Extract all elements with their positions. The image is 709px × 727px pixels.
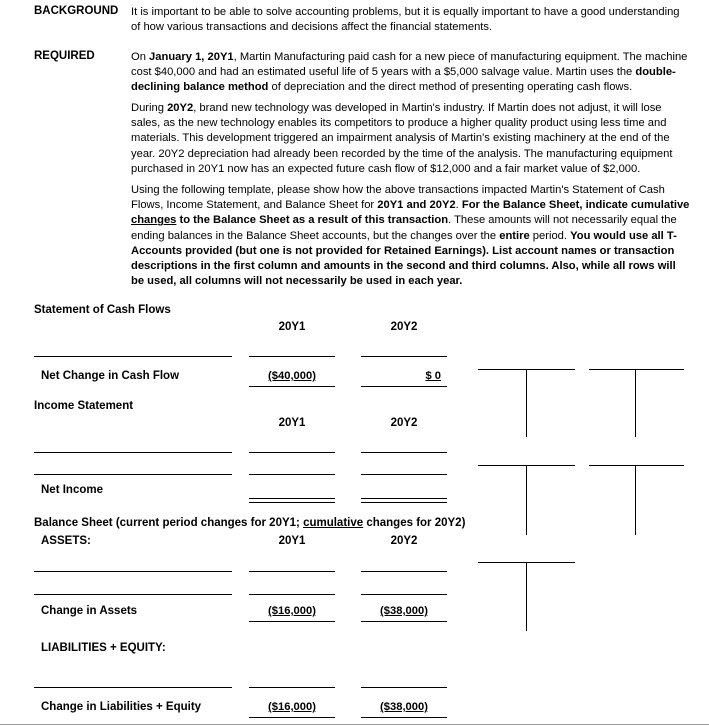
cash-flows-col-20y2: 20Y2 bbox=[390, 321, 418, 333]
income-title: Income Statement bbox=[34, 400, 134, 412]
change-in-assets-label: Change in Assets bbox=[41, 605, 138, 617]
net-change-cash-label: Net Change in Cash Flow bbox=[41, 370, 180, 382]
background-label: BACKGROUND bbox=[34, 5, 119, 17]
change-in-le-20y2: ($38,000) bbox=[380, 701, 428, 713]
change-in-assets-20y2: ($38,000) bbox=[380, 605, 428, 617]
net-income-20y2-double-line bbox=[361, 502, 447, 503]
required-label: REQUIRED bbox=[34, 50, 95, 62]
balance-col-20y2: 20Y2 bbox=[390, 535, 418, 547]
t-account-1-divider bbox=[526, 369, 527, 437]
net-income-20y1-line bbox=[249, 498, 335, 499]
income-row-2-line-desc bbox=[34, 474, 232, 475]
change-in-le-20y2-double-underline bbox=[361, 717, 447, 718]
change-in-assets-20y1-double-underline bbox=[249, 621, 335, 622]
net-change-cash-20y1: ($40,000) bbox=[268, 370, 316, 382]
t-account-4-top bbox=[589, 465, 684, 466]
income-row-1-line-desc bbox=[34, 452, 232, 453]
income-col-20y1: 20Y1 bbox=[278, 417, 306, 429]
t-account-5 bbox=[478, 562, 575, 631]
balance-col-20y1: 20Y1 bbox=[278, 535, 306, 547]
required-paragraph-3: Using the following template, please show how the above transactions impacted Martin's Statement of Cash Flows, Income Statement, and Balance Sheet for 20Y1 and 20Y2. For the Balance Sheet, indicate cumulative changes to the Balance Sheet as a result of this transaction. These amounts will not necessarily equal the ending balances in the Balance Sheet accounts, but the changes over the entire period. You would use all T-Accounts provided (but one is not provided for Retained Earnings). List account names or transaction descriptions in the first column and amounts in the second and third columns. Also, while all rows will be used, all columns will not necessarily be used in each year. bbox=[131, 184, 690, 288]
balance-title: Balance Sheet (current period changes for 20Y1; cumulative changes for 20Y2) bbox=[34, 517, 466, 529]
cash-flows-col-20y1: 20Y1 bbox=[278, 321, 306, 333]
t-account-4 bbox=[589, 465, 684, 535]
required-paragraph-2: During 20Y2, brand new technology was developed in Martin's industry. If Martin does not adjust, it will lose sales, as the new technology enables its competitors to produce a higher quality product using less time and materials. This development triggered an impairment analysis of Martin's existing machinery at the end of the year. 20Y2 depreciation had already been recorded by the time of the analysis. The manufacturing equipment purchased in 20Y1 now has an expected future cash flow of $12,000 and a fair market value of $2,000. bbox=[131, 102, 673, 175]
le-row-line-desc bbox=[34, 687, 232, 688]
assets-row-2-line-20y2 bbox=[361, 594, 447, 595]
income-row-1-line-20y1 bbox=[249, 452, 335, 453]
t-account-2-divider bbox=[635, 369, 636, 437]
cash-flows-title: Statement of Cash Flows bbox=[34, 304, 171, 316]
change-in-assets-20y1: ($16,000) bbox=[268, 605, 316, 617]
assets-row-1-line-20y2 bbox=[361, 571, 447, 572]
t-account-3 bbox=[478, 465, 575, 535]
t-account-2-top bbox=[589, 369, 684, 370]
change-in-le-label: Change in Liabilities + Equity bbox=[41, 701, 202, 713]
le-row-line-20y1 bbox=[249, 687, 335, 688]
page-bottom-rule bbox=[0, 724, 709, 725]
change-in-le-20y1: ($16,000) bbox=[268, 701, 316, 713]
income-col-20y2: 20Y2 bbox=[390, 417, 418, 429]
net-change-cash-20y1-double-underline bbox=[249, 386, 335, 387]
cash-flows-row-line-20y2 bbox=[361, 356, 447, 357]
income-row-2-line-20y1 bbox=[249, 474, 335, 475]
assets-row-2-line-desc bbox=[34, 594, 232, 595]
net-income-20y2-line bbox=[361, 498, 447, 499]
income-row-1-line-20y2 bbox=[361, 452, 447, 453]
assets-row-1-line-desc bbox=[34, 571, 232, 572]
net-income-label: Net Income bbox=[41, 484, 103, 496]
net-change-cash-20y2: $ 0 bbox=[425, 370, 441, 382]
change-in-assets-20y2-double-underline bbox=[361, 621, 447, 622]
t-account-2 bbox=[589, 369, 684, 437]
liabilities-equity-label: LIABILITIES + EQUITY: bbox=[41, 642, 166, 654]
t-account-3-divider bbox=[526, 465, 527, 535]
t-account-4-divider bbox=[635, 465, 636, 535]
cash-flows-row-line-20y1 bbox=[249, 356, 335, 357]
assets-row-2-line-20y1 bbox=[249, 594, 335, 595]
t-account-1 bbox=[478, 369, 575, 437]
t-account-5-divider bbox=[526, 562, 527, 631]
assets-label: ASSETS: bbox=[41, 535, 91, 547]
required-paragraph-1: On January 1, 20Y1, Martin Manufacturing paid cash for a new piece of manufacturing equipment. The machine cost $40,000 and had an estimated useful life of 5 years with a $5,000 salvage value. Martin uses the double-declining balance method of depreciation and the direct method of presenting operating cash flows. bbox=[131, 51, 688, 94]
assets-row-1-line-20y1 bbox=[249, 571, 335, 572]
net-income-20y1-double-line bbox=[249, 502, 335, 503]
income-row-2-line-20y2 bbox=[361, 474, 447, 475]
net-change-cash-20y2-double-underline bbox=[361, 386, 447, 387]
background-text: It is important to be able to solve accounting problems, but it is equally important to have a good understanding of how various transactions and decisions affect the financial statements. bbox=[131, 6, 680, 34]
change-in-le-20y1-double-underline bbox=[249, 717, 335, 718]
cash-flows-row-line-desc bbox=[34, 356, 232, 357]
le-row-line-20y2 bbox=[361, 687, 447, 688]
